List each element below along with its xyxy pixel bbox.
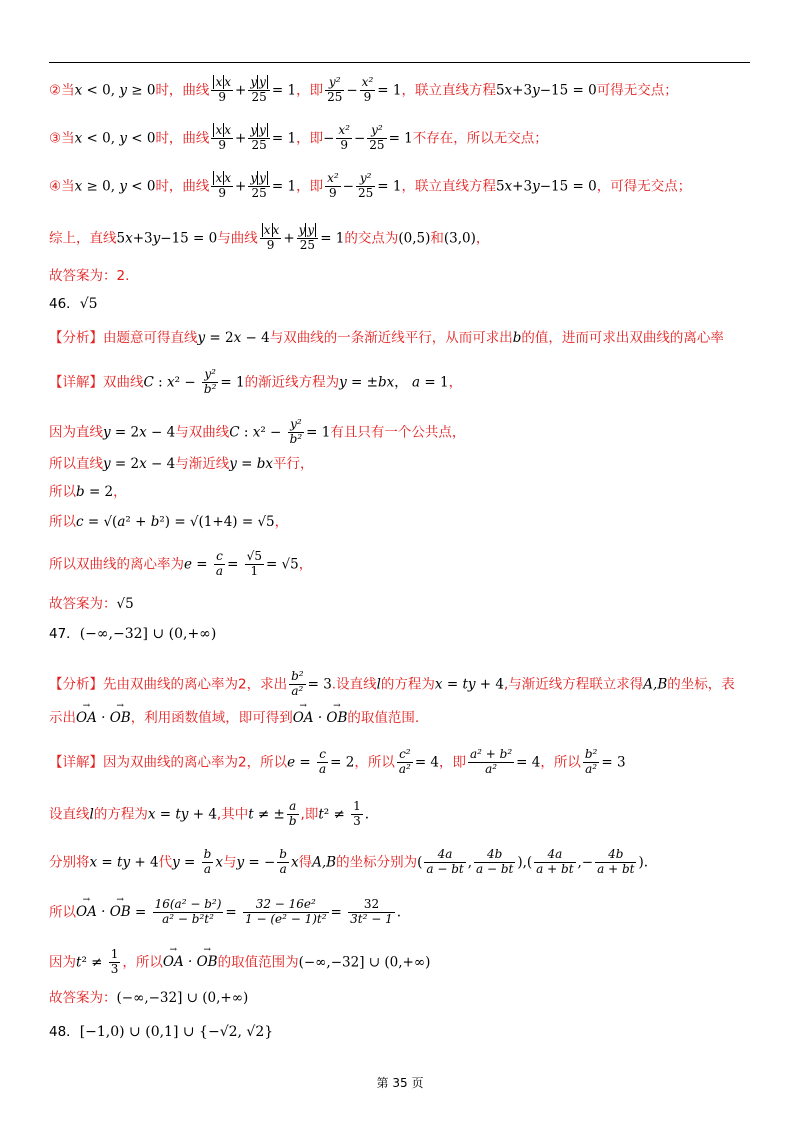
answer-46: 故答案为：√5 — [49, 596, 134, 612]
answer-45: 故答案为：2. — [49, 268, 130, 284]
detail-47-line-l: 设直线l的方程为x = ty + 4,其中t ≠ ± $\frac{a}{b}$ ,即t² ≠ $\frac{1}{3}$ . — [49, 799, 370, 828]
analysis-47-cont: 示出→ OA · → OB，利用函数值域，即可得到→ OA · → OB的取值范围. — [49, 710, 419, 726]
question-47-header: 47．(−∞,−32] ∪ (0,+∞) — [49, 626, 217, 642]
question-46-header: 46．√5 — [49, 296, 98, 312]
analysis-46: 【分析】由题意可得直线y = 2x − 4与双曲线的一条渐近线平行，从而可求出b的值，进而可求出双曲线的离心率 — [49, 330, 724, 346]
page-footer: 第 35 页 — [376, 1076, 424, 1090]
detail-46-eccentricity: 所以双曲线的离心率为e = $\frac{c}{a}$ = $\frac{√5}{1}$ = √5， — [49, 549, 313, 578]
analysis-47: 【分析】先由双曲线的离心率为2，求出 $\frac{\text{b²}}{\text{a²}}$ = 3.设直线l的方程为x = ty + 4,与渐近线方程联立求得A,B的坐标，表 — [49, 669, 735, 698]
header-rule — [49, 62, 750, 63]
detail-47-dot-product: 所以→ OA · → OB = $\frac{\text{16(a² − b²)}}{\text{a² − b²t²}}$ = $\frac{\text{32 − 16e²}}{\text{1 − (e² − 1)t²}}$ = $\frac{32}{\text{3t² − 1}}$ . — [49, 898, 401, 927]
solution-case-4: ④当x ≥ 0, y < 0时，曲线 $\frac{\text{x x}}{9}$ + $\frac{\text{y y}}{25}$ = 1，即 $\frac{\text{x²}}{9}$ − $\frac{\text{y²}}{25}$ = 1，联立直线方程5x+3y−15 = 0，可得无交点； — [49, 171, 692, 200]
detail-47-range: 因为t² ≠ $\frac{1}{3}$ ，所以→ OA · → OB的取值范围为(−∞,−32] ∪ (0,+∞) — [49, 948, 430, 977]
detail-47-eccentricity: 【详解】因为双曲线的离心率为2，所以e = $\frac{c}{a}$ = 2，所以 $\frac{\text{c²}}{\text{a²}}$ = 4，即 $\frac{\text{a² + b²}}{\text{a²}}$ = 4，所以 $\frac{\text{b²}}{\text{a²}}$ = 3 — [49, 747, 626, 776]
detail-46-line: 因为直线y = 2x − 4与双曲线C : x² − $\frac{\text{y²}}{\text{b²}}$ = 1有且只有一个公共点， — [49, 417, 466, 446]
detail-46-b: 所以b = 2， — [49, 484, 127, 500]
detail-47-coords: 分别将x = ty + 4代y = $\frac{b}{a}$ x与y = − $\frac{b}{a}$ x得A,B的坐标分别为( $\frac{4a}{a - bt}$ , $\frac{4b}{a - bt}$ ),( $\frac{4a}{a + bt}$ ,− $\frac{4b}{a + bt}$ ). — [49, 847, 649, 876]
question-48-header: 48．[−1,0) ∪ (0,1] ∪ {−√2, √2} — [49, 1024, 274, 1040]
solution-summary: 综上，直线5x+3y−15 = 0与曲线 $\frac{\text{x x}}{9}$ + $\frac{\text{y y}}{25}$ = 1的交点为(0,5)和(3,0)， — [49, 223, 490, 252]
detail-46-c: 所以c = √(a² + b²) = √(1+4) = √5， — [49, 514, 289, 530]
detail-46-asymptote: 【详解】双曲线C : x² − $\frac{\text{y²}}{\text{b²}}$ = 1的渐近线方程为y = ±bx， a = 1， — [49, 367, 463, 396]
detail-46-parallel: 所以直线y = 2x − 4与渐近线y = bx平行， — [49, 456, 314, 472]
solution-case-3: ③当x < 0, y < 0时，曲线 $\frac{\text{x x}}{9}$ + $\frac{\text{y y}}{25}$ = 1，即− $\frac{\text{x²}}{9}$ − $\frac{\text{y²}}{25}$ = 1不存在，所以无交点； — [49, 123, 548, 152]
solution-case-2: ②当x < 0, y ≥ 0时，曲线 $\frac{\text{x x}}{9}$ + $\frac{\text{y y}}{25}$ = 1，即 $\frac{\text{y²}}{25}$ − $\frac{\text{x²}}{9}$ = 1，联立直线方程5x+3y−15 = 0可得无交点； — [49, 75, 678, 104]
answer-47: 故答案为：(−∞,−32] ∪ (0,+∞) — [49, 990, 249, 1006]
